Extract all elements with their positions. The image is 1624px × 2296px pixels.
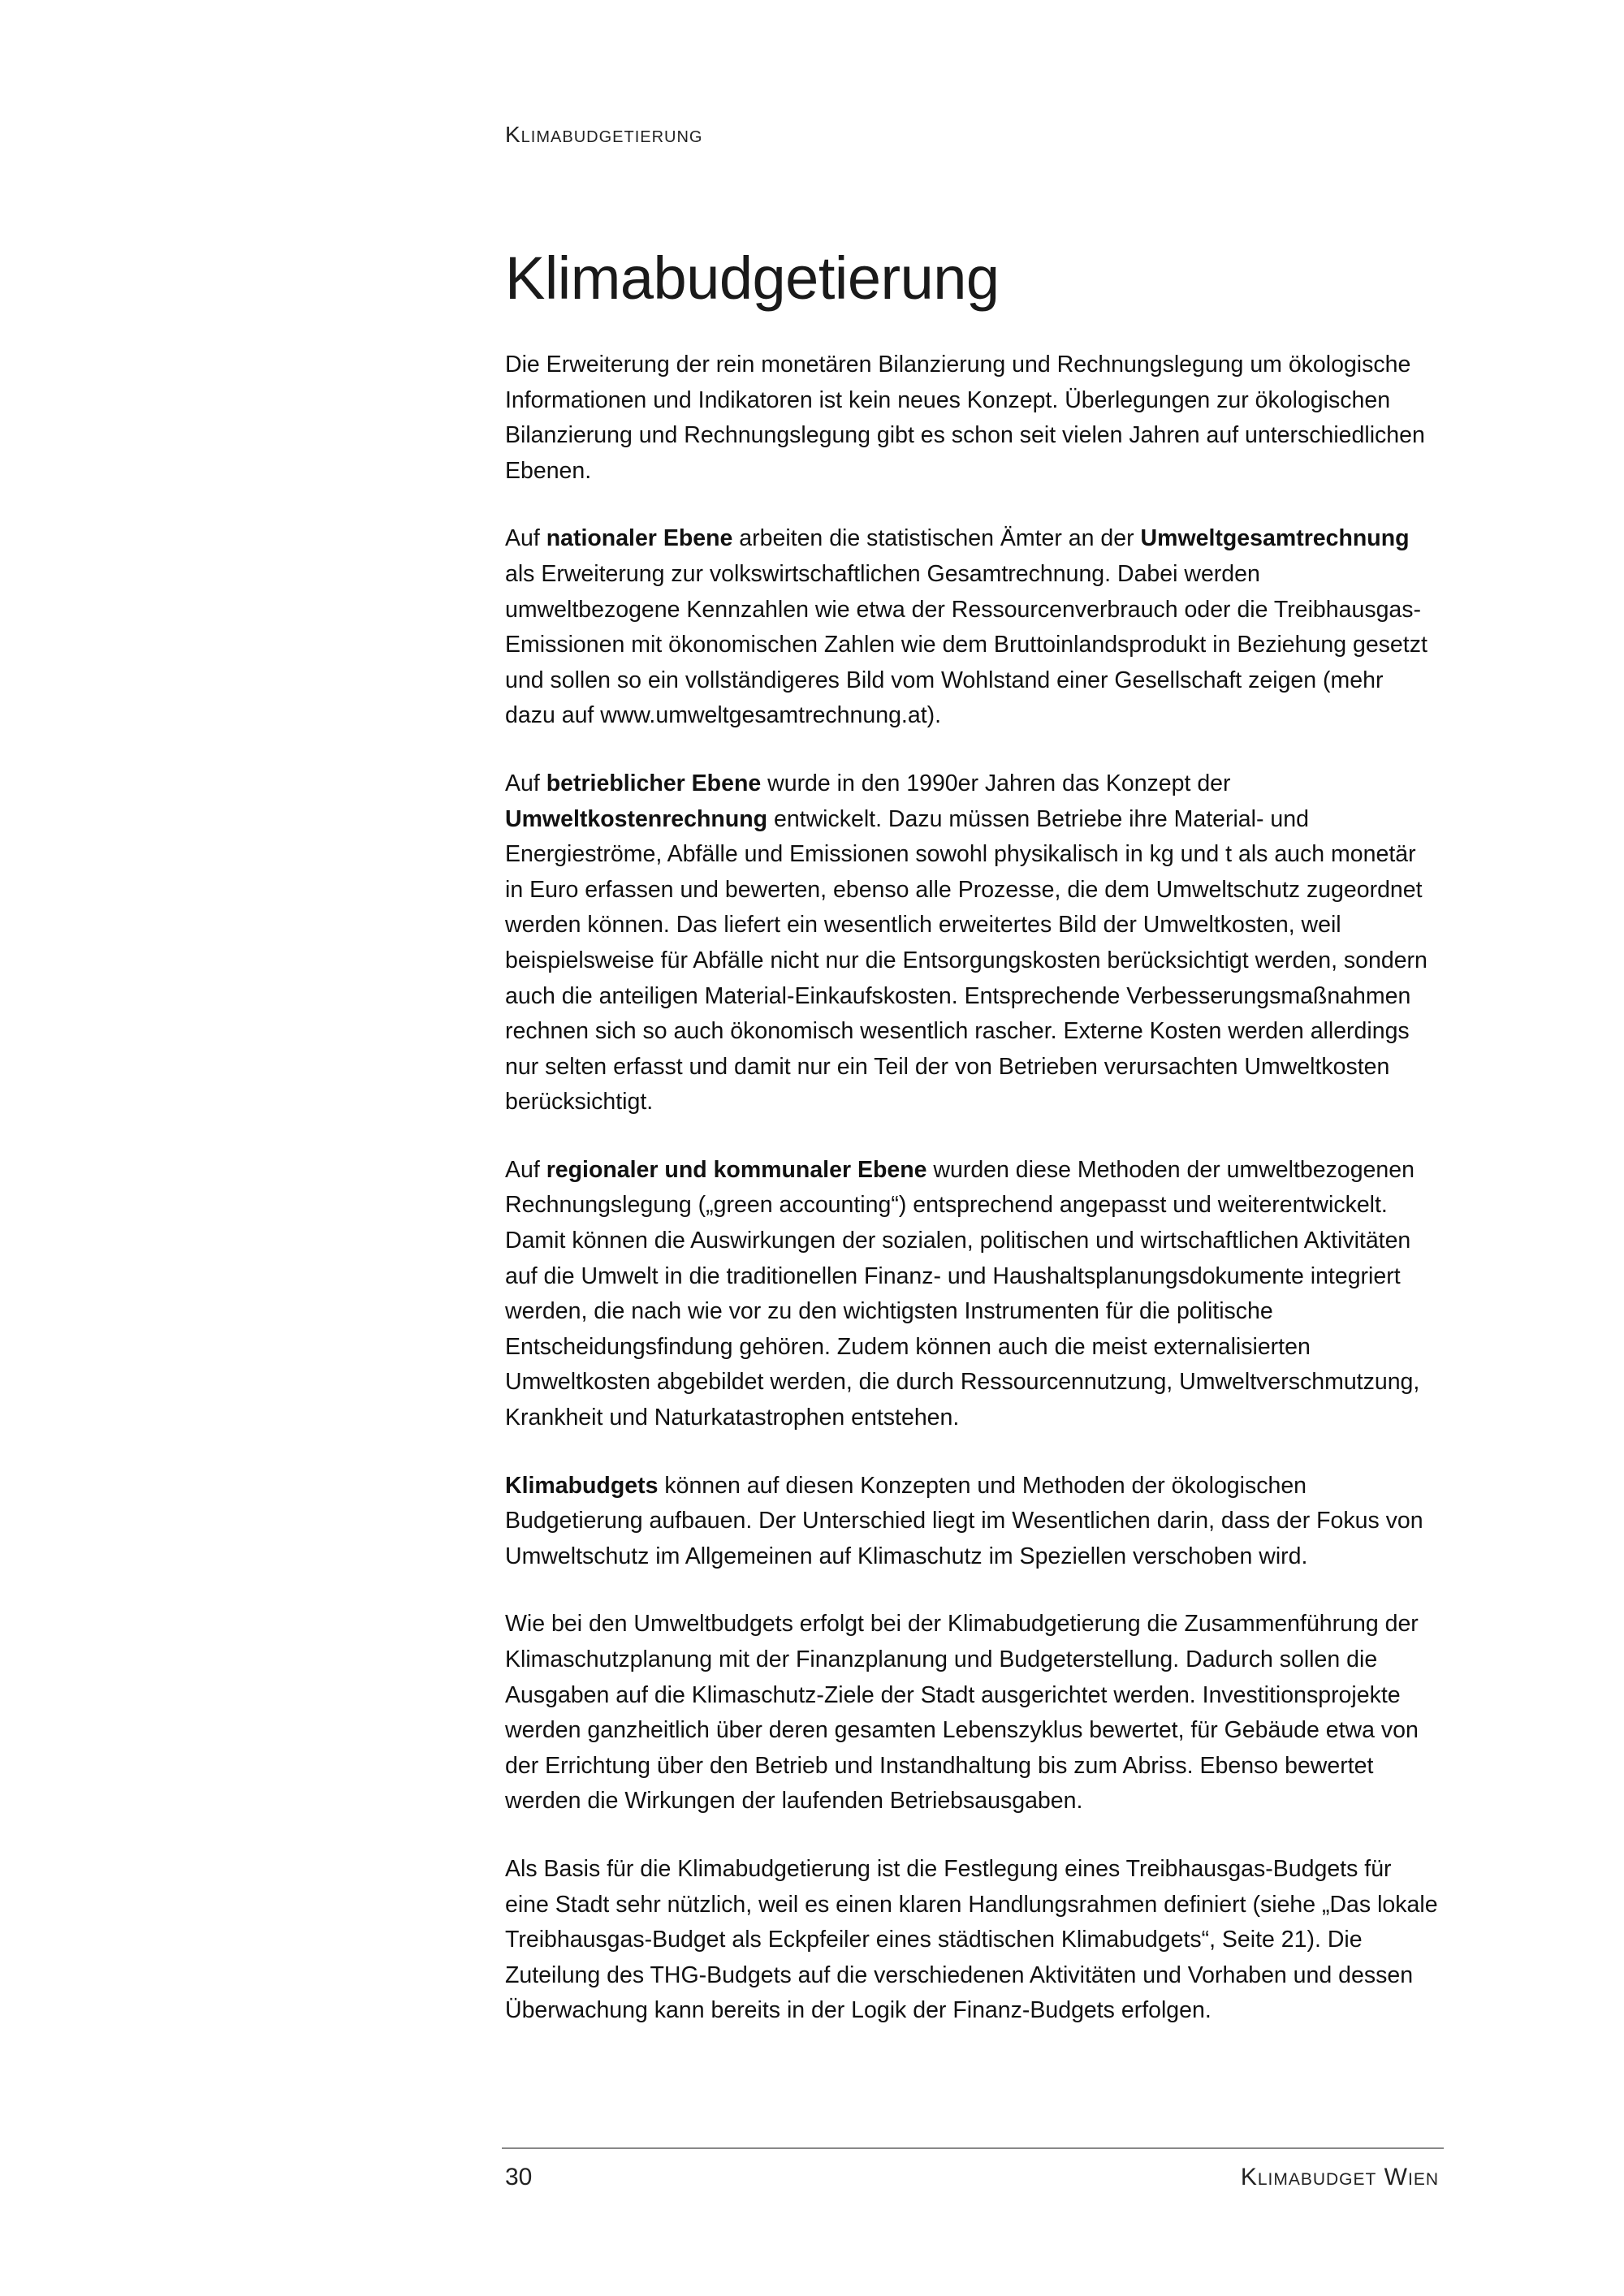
paragraph-text: arbeiten die statistischen Ämter an der xyxy=(732,525,1141,552)
paragraph-text: als Erweiterung zur volkswirtschaftlichen Gesamtrechnung. Dabei werden umweltbezogene Kennzahlen wie etwa der Ressourcenverbrauch oder die Treibhausgas-Emissionen mit ökonomischen Zahlen wie dem Bruttoinlandsprodukt in Beziehung gesetzt und sollen so ein vollständigeres Bild vom Wohlstand einer Gesellschaft zeigen (mehr dazu auf www.umweltgesamtrechnung.at). xyxy=(505,560,1427,729)
page-title: Klimabudgetierung xyxy=(505,244,1000,312)
paragraph-text: können auf diesen Konzepten und Methoden der ökologischen Budgetierung aufbauen. Der Unterschied liegt im Wesentlichen darin, dass der Fokus von Umweltschutz im Allgemeinen auf Klimaschutz im Speziellen verschoben wird. xyxy=(505,1472,1423,1569)
paragraph-text: wurde in den 1990er Jahren das Konzept der xyxy=(761,770,1231,796)
paragraph-text: Wie bei den Umweltbudgets erfolgt bei der Klimabudgetierung die Zusammenführung der Klimaschutzplanung mit der Finanzplanung und Budgeterstellung. Dadurch sollen die Ausgaben auf die Klimaschutz-Ziele der Stadt ausgerichtet werden. Investitionsprojekte werden ganzheitlich über deren gesamten Lebenszyklus bewertet, für Gebäude etwa von der Errichtung über den Betrieb und Instandhaltung bis zum Abriss. Ebenso bewertet werden die Wirkungen der laufenden Betriebsausgaben. xyxy=(505,1611,1419,1815)
footer-divider xyxy=(502,2147,1444,2149)
body-text xyxy=(505,347,1439,2061)
emphasis-term: betrieblicher Ebene xyxy=(546,770,762,796)
paragraph-text: Auf xyxy=(505,525,546,552)
paragraph-text: Als Basis für die Klimabudgetierung ist die Festlegung eines Treibhausgas-Budgets für eine Stadt sehr nützlich, weil es einen klaren Handlungsrahmen definiert (siehe „Das lokale Treibhausgas-Budget als Eckpfeiler eines städtischen Klimabudgets“, Seite 21). Die Zuteilung des THG-Budgets auf die verschiedenen Aktivitäten und Vorhaben und dessen Überwachung kann bereits in der Logik der Finanz-Budgets erfolgen. xyxy=(505,1855,1438,2024)
emphasis-term: Umweltkostenrechnung xyxy=(505,805,768,832)
paragraph-operational xyxy=(505,766,1439,1120)
paragraph-ghg-budget xyxy=(505,1852,1439,2029)
running-footer: Klimabudget Wien xyxy=(1240,2164,1439,2190)
paragraph-regional xyxy=(505,1153,1439,1436)
emphasis-term: regionaler und kommunaler Ebene xyxy=(546,1156,927,1183)
paragraph-text: Die Erweiterung der rein monetären Bilanzierung und Rechnungslegung um ökologische Informationen und Indikatoren ist kein neues Konzept. Überlegungen zur ökologischen Bilanzierung und Rechnungslegung gibt es schon seit vielen Jahren auf unterschiedlichen Ebenen. xyxy=(505,352,1425,484)
paragraph-text: Auf xyxy=(505,770,546,796)
paragraph-national xyxy=(505,521,1439,734)
paragraph-text: wurden diese Methoden der umweltbezogenen Rechnungslegung („green accounting“) entsprechend angepasst und weiterentwickelt. Damit können die Auswirkungen der sozialen, politischen und wirtschaftlichen Aktivitäten auf die Umwelt in die traditionellen Finanz- und Haushaltsplanungsdokumente integriert werden, die nach wie vor zu den wichtigsten Instrumenten für die politische Entscheidungsfindung gehören. Zudem können auch die meist externalisierten Umweltkosten abgebildet werden, die durch Ressourcennutzung, Umweltverschmutzung, Krankheit und Naturkatastrophen entstehen. xyxy=(505,1156,1420,1431)
page-number: 30 xyxy=(505,2164,533,2190)
paragraph-text: entwickelt. Dazu müssen Betriebe ihre Material- und Energieströme, Abfälle und Emissionen sowohl physikalisch in kg und t als auch monetär in Euro erfassen und bewerten, ebenso alle Prozesse, die dem Umweltschutz zugeordnet werden können. Das liefert ein wesentlich erweitertes Bild der Umweltkosten, weil beispielsweise für Abfälle nicht nur die Entsorgungskosten berücksichtigt werden, sondern auch die anteiligen Material-Einkaufskosten. Entsprechende Verbesserungsmaßnahmen rechnen sich so auch ökonomisch wesentlich rascher. Externe Kosten werden allerdings nur selten erfasst und damit nur ein Teil der von Betrieben verursachten Umweltkosten berücksichtigt. xyxy=(505,805,1427,1116)
paragraph-climate-budgets xyxy=(505,1469,1439,1575)
running-header: Klimabudgetierung xyxy=(505,122,703,147)
emphasis-term: nationaler Ebene xyxy=(546,525,733,552)
paragraph-environmental-budgets xyxy=(505,1607,1439,1819)
paragraph-text: Auf xyxy=(505,1156,546,1183)
emphasis-term: Umweltgesamtrechnung xyxy=(1140,525,1410,552)
emphasis-term: Klimabudgets xyxy=(505,1472,659,1499)
paragraph-intro xyxy=(505,347,1439,489)
